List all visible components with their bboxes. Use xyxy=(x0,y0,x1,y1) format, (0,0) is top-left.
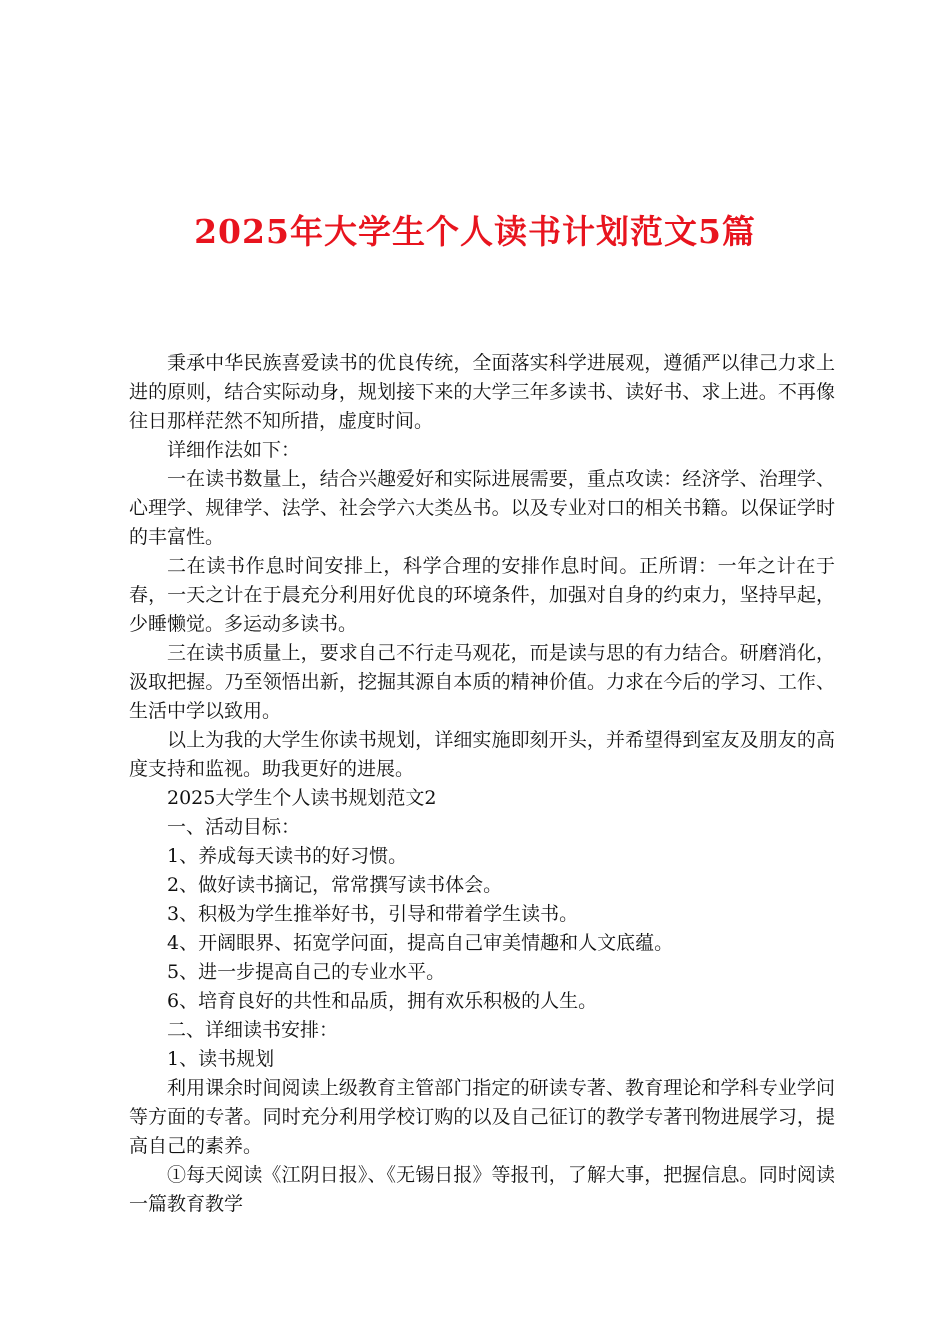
section-heading: 1、读书规划 xyxy=(167,1048,275,1070)
list-item: 1、养成每天读书的好习惯。 xyxy=(167,845,408,867)
paragraph: 二在读书作息时间安排上，科学合理的安排作息时间。正所谓：一年之计在于春，一天之计在于晨充分利用好优良的环境条件，加强对自身的约束力，坚持早起，少睡懒觉。多运动多读书。 xyxy=(129,555,835,635)
paragraph: 三在读书质量上，要求自己不行走马观花，而是读与思的有力结合。研磨消化，汲取把握。乃至领悟出新，挖掘其源自本质的精神价值。力求在今后的学习、工作、生活中学以致用。 xyxy=(129,642,835,722)
document-body xyxy=(129,349,835,1219)
section-heading: 二、详细读书安排： xyxy=(167,1019,339,1041)
list-item: 2、做好读书摘记，常常撰写读书体会。 xyxy=(167,874,503,896)
paragraph: 以上为我的大学生你读书规划，详细实施即刻开头，并希望得到室友及朋友的高度支持和监视。助我更好的进展。 xyxy=(129,729,835,780)
list-item: 5、进一步提高自己的专业水平。 xyxy=(167,961,446,983)
paragraph: 详细作法如下： xyxy=(167,439,301,461)
paragraph: 利用课余时间阅读上级教育主管部门指定的研读专著、教育理论和学科专业学问等方面的专著。同时充分利用学校订购的以及自己征订的教学专著刊物进展学习，提高自己的素养。 xyxy=(129,1077,835,1157)
list-item: 4、开阔眼界、拓宽学问面，提高自己审美情趣和人文底蕴。 xyxy=(167,932,674,954)
list-item: 3、积极为学生推举好书，引导和带着学生读书。 xyxy=(167,903,579,925)
paragraph: 一在读书数量上，结合兴趣爱好和实际进展需要，重点攻读：经济学、治理学、心理学、规律学、法学、社会学六大类丛书。以及专业对口的相关书籍。以保证学时的丰富性。 xyxy=(129,468,835,548)
paragraph: 秉承中华民族喜爱读书的优良传统，全面落实科学进展观，遵循严以律己力求上进的原则，结合实际动身，规划接下来的大学三年多读书、读好书、求上进。不再像往日那样茫然不知所措，虚度时间。 xyxy=(129,352,835,432)
paragraph: ①每天阅读《江阴日报》、《无锡日报》等报刊，了解大事，把握信息。同时阅读一篇教育教学 xyxy=(129,1164,835,1215)
section-heading: 一、活动目标： xyxy=(167,816,301,838)
list-item: 6、培育良好的共性和品质，拥有欢乐积极的人生。 xyxy=(167,990,598,1012)
section-heading: 2025大学生个人读书规划范文2 xyxy=(167,787,437,809)
page-title: 2025年大学生个人读书计划范文5篇 xyxy=(194,212,756,251)
